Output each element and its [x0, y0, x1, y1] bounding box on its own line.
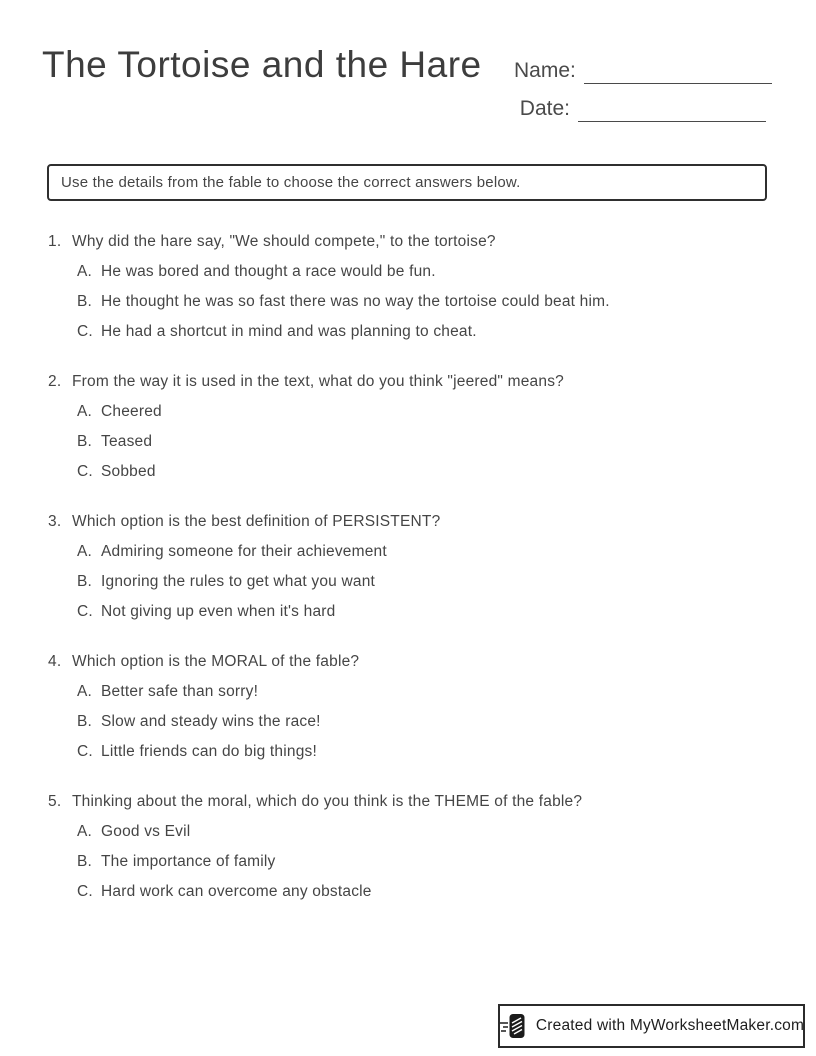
- answer-option: [48, 742, 768, 762]
- answer-option: [48, 322, 768, 342]
- option-text: Better safe than sorry!: [101, 683, 259, 700]
- question-number: 1.: [48, 233, 62, 250]
- question-number: 2.: [48, 373, 62, 390]
- question-text: Why did the hare say, "We should compete," to the tortoise?: [72, 233, 496, 250]
- answer-option: [48, 822, 768, 842]
- answer-option: [48, 542, 768, 562]
- question-2: [48, 372, 768, 482]
- option-letter: C.: [77, 743, 93, 760]
- option-text: He was bored and thought a race would be fun.: [101, 263, 436, 280]
- option-letter: C.: [77, 463, 93, 480]
- question-text: Which option is the MORAL of the fable?: [72, 653, 360, 670]
- name-blank-line: [584, 54, 772, 84]
- option-letter: A.: [77, 263, 93, 280]
- question-number: 4.: [48, 653, 62, 670]
- question-number: 5.: [48, 793, 62, 810]
- question-line: [48, 372, 768, 392]
- date-blank-line: [578, 92, 766, 122]
- date-label: Date:: [519, 97, 570, 120]
- question-text: Which option is the best definition of PERSISTENT?: [72, 513, 441, 530]
- option-letter: B.: [77, 713, 93, 730]
- instruction-box: [47, 164, 767, 201]
- answer-option: [48, 572, 768, 592]
- question-text: Thinking about the moral, which do you think is the THEME of the fable?: [72, 793, 583, 810]
- answer-option: [48, 292, 768, 312]
- answer-option: [48, 882, 768, 902]
- name-field-row: [514, 46, 766, 84]
- option-text: Ignoring the rules to get what you want: [101, 573, 376, 590]
- option-text: He had a shortcut in mind and was planning to cheat.: [101, 323, 477, 340]
- option-text: Sobbed: [101, 463, 156, 480]
- date-field-row: [514, 84, 766, 122]
- option-text: Slow and steady wins the race!: [101, 713, 321, 730]
- option-text: He thought he was so fast there was no way the tortoise could beat him.: [101, 293, 610, 310]
- instruction-text: Use the details from the fable to choose the correct answers below.: [61, 174, 521, 191]
- option-letter: A.: [77, 683, 93, 700]
- page-title: The Tortoise and the Hare: [42, 44, 482, 85]
- question-4: [48, 652, 768, 762]
- option-letter: A.: [77, 403, 93, 420]
- question-line: [48, 792, 768, 812]
- option-letter: B.: [77, 853, 93, 870]
- option-letter: C.: [77, 323, 93, 340]
- footer-credit-text: Created with MyWorksheetMaker.com: [535, 1017, 805, 1034]
- answer-option: [48, 432, 768, 452]
- answer-option: [48, 712, 768, 732]
- answer-option: [48, 602, 768, 622]
- option-text: Teased: [101, 433, 153, 450]
- name-label: Name:: [514, 59, 576, 82]
- option-letter: A.: [77, 823, 93, 840]
- option-text: Cheered: [101, 403, 162, 420]
- question-line: [48, 512, 768, 532]
- name-date-fields: [514, 46, 766, 122]
- option-letter: C.: [77, 603, 93, 620]
- option-text: Not giving up even when it's hard: [101, 603, 336, 620]
- question-1: [48, 232, 768, 342]
- option-text: Little friends can do big things!: [101, 743, 317, 760]
- header: [0, 0, 816, 122]
- question-3: [48, 512, 768, 622]
- option-letter: B.: [77, 573, 93, 590]
- answer-option: [48, 462, 768, 482]
- option-text: Good vs Evil: [101, 823, 191, 840]
- option-letter: B.: [77, 293, 93, 310]
- option-text: Admiring someone for their achievement: [101, 543, 387, 560]
- question-line: [48, 652, 768, 672]
- question-list: [48, 232, 768, 902]
- option-letter: C.: [77, 883, 93, 900]
- question-text: From the way it is used in the text, what do you think "jeered" means?: [72, 373, 564, 390]
- option-letter: A.: [77, 543, 93, 560]
- option-text: The importance of family: [101, 853, 276, 870]
- answer-option: [48, 262, 768, 282]
- question-number: 3.: [48, 513, 62, 530]
- option-letter: B.: [77, 433, 93, 450]
- answer-option: [48, 852, 768, 872]
- flying-worksheet-icon: [499, 1011, 529, 1041]
- question-line: [48, 232, 768, 252]
- option-text: Hard work can overcome any obstacle: [101, 883, 372, 900]
- footer-credit-badge: [498, 1004, 805, 1048]
- answer-option: [48, 682, 768, 702]
- answer-option: [48, 402, 768, 422]
- question-5: [48, 792, 768, 902]
